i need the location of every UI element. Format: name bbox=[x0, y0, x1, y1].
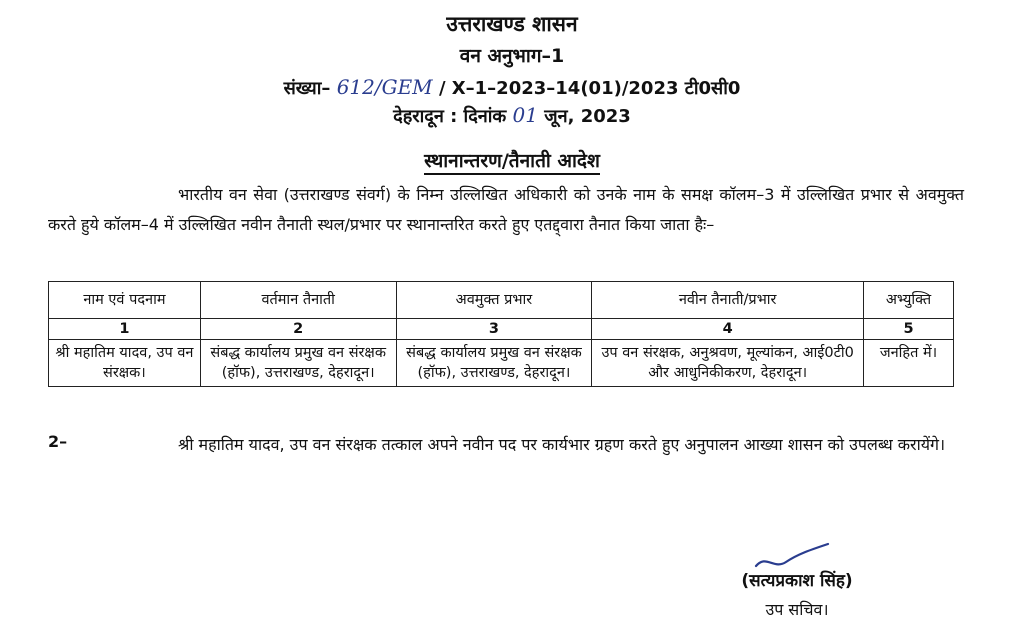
column-number: 2 bbox=[200, 319, 396, 340]
column-number: 3 bbox=[396, 319, 592, 340]
paragraph-2: श्री महातिम यादव, उप वन संरक्षक तत्काल अपने नवीन पद पर कार्यभार ग्रहण करते हुए अनुपालन आख्या शासन को उपलब्ध करायेंगे। bbox=[178, 435, 946, 454]
date-handwritten: 01 bbox=[512, 103, 538, 127]
header-relieved-charge: अवमुक्त प्रभार bbox=[396, 282, 592, 319]
government-heading: उत्तराखण्ड शासन bbox=[446, 12, 578, 36]
order-date-line bbox=[0, 103, 1024, 128]
relieved-charge-cell: संबद्ध कार्यालय प्रमुख वन संरक्षक (हॉफ), उत्तराखण्ड, देहरादून। bbox=[396, 340, 592, 387]
order-number-line bbox=[0, 75, 1024, 100]
header-name: नाम एवं पदनाम bbox=[49, 282, 201, 319]
signatory-name: (सत्यप्रकाश सिंह) bbox=[741, 571, 853, 591]
table-row bbox=[49, 340, 954, 387]
current-posting-cell: संबद्ध कार्यालय प्रमुख वन संरक्षक (हॉफ), उत्तराखण्ड, देहरादून। bbox=[200, 340, 396, 387]
column-number: 1 bbox=[49, 319, 201, 340]
header-new-posting: नवीन तैनाती/प्रभार bbox=[592, 282, 864, 319]
order-number-suffix: / X–1–2023–14(01)/2023 टी0सी0 bbox=[438, 78, 741, 99]
date-suffix: जून, 2023 bbox=[544, 106, 631, 127]
order-number-handwritten: 612/GEM bbox=[336, 75, 433, 99]
section-heading: वन अनुभाग–1 bbox=[459, 45, 565, 67]
order-number-prefix: संख्या– bbox=[283, 78, 331, 99]
paragraph-2-number: 2– bbox=[48, 432, 68, 451]
header-current-posting: वर्तमान तैनाती bbox=[200, 282, 396, 319]
new-posting-cell: उप वन संरक्षक, अनुश्रवण, मूल्यांकन, आई0टी0 और आधुनिकीकरण, देहरादून। bbox=[592, 340, 864, 387]
order-title-text: स्थानान्तरण/तैनाती आदेश bbox=[424, 150, 600, 175]
remarks-cell: जनहित में। bbox=[864, 340, 954, 387]
column-number: 5 bbox=[864, 319, 954, 340]
transfer-table bbox=[48, 281, 954, 387]
signatory-designation: उप सचिव। bbox=[765, 600, 829, 619]
date-prefix: देहरादून : दिनांक bbox=[393, 106, 507, 127]
officer-name-cell: श्री महातिम यादव, उप वन संरक्षक। bbox=[49, 340, 201, 387]
table-header-row bbox=[49, 282, 954, 319]
column-number: 4 bbox=[592, 319, 864, 340]
header-remarks: अभ्युक्ति bbox=[864, 282, 954, 319]
paragraph-1: भारतीय वन सेवा (उत्तराखण्ड संवर्ग) के निम्न उल्लिखित अधिकारी को उनके नाम के समक्ष कॉलम–3 में उल्लिखित प्रभार से अवमुक्त करते हुये कॉलम–4 में उल्लिखित नवीन तैनाती स्थल/प्रभार पर स्थानान्तरित करते हुए एतद्द्वारा तैनात किया जाता हैः– bbox=[48, 185, 964, 234]
table-column-number-row bbox=[49, 319, 954, 340]
order-title bbox=[0, 147, 1024, 173]
